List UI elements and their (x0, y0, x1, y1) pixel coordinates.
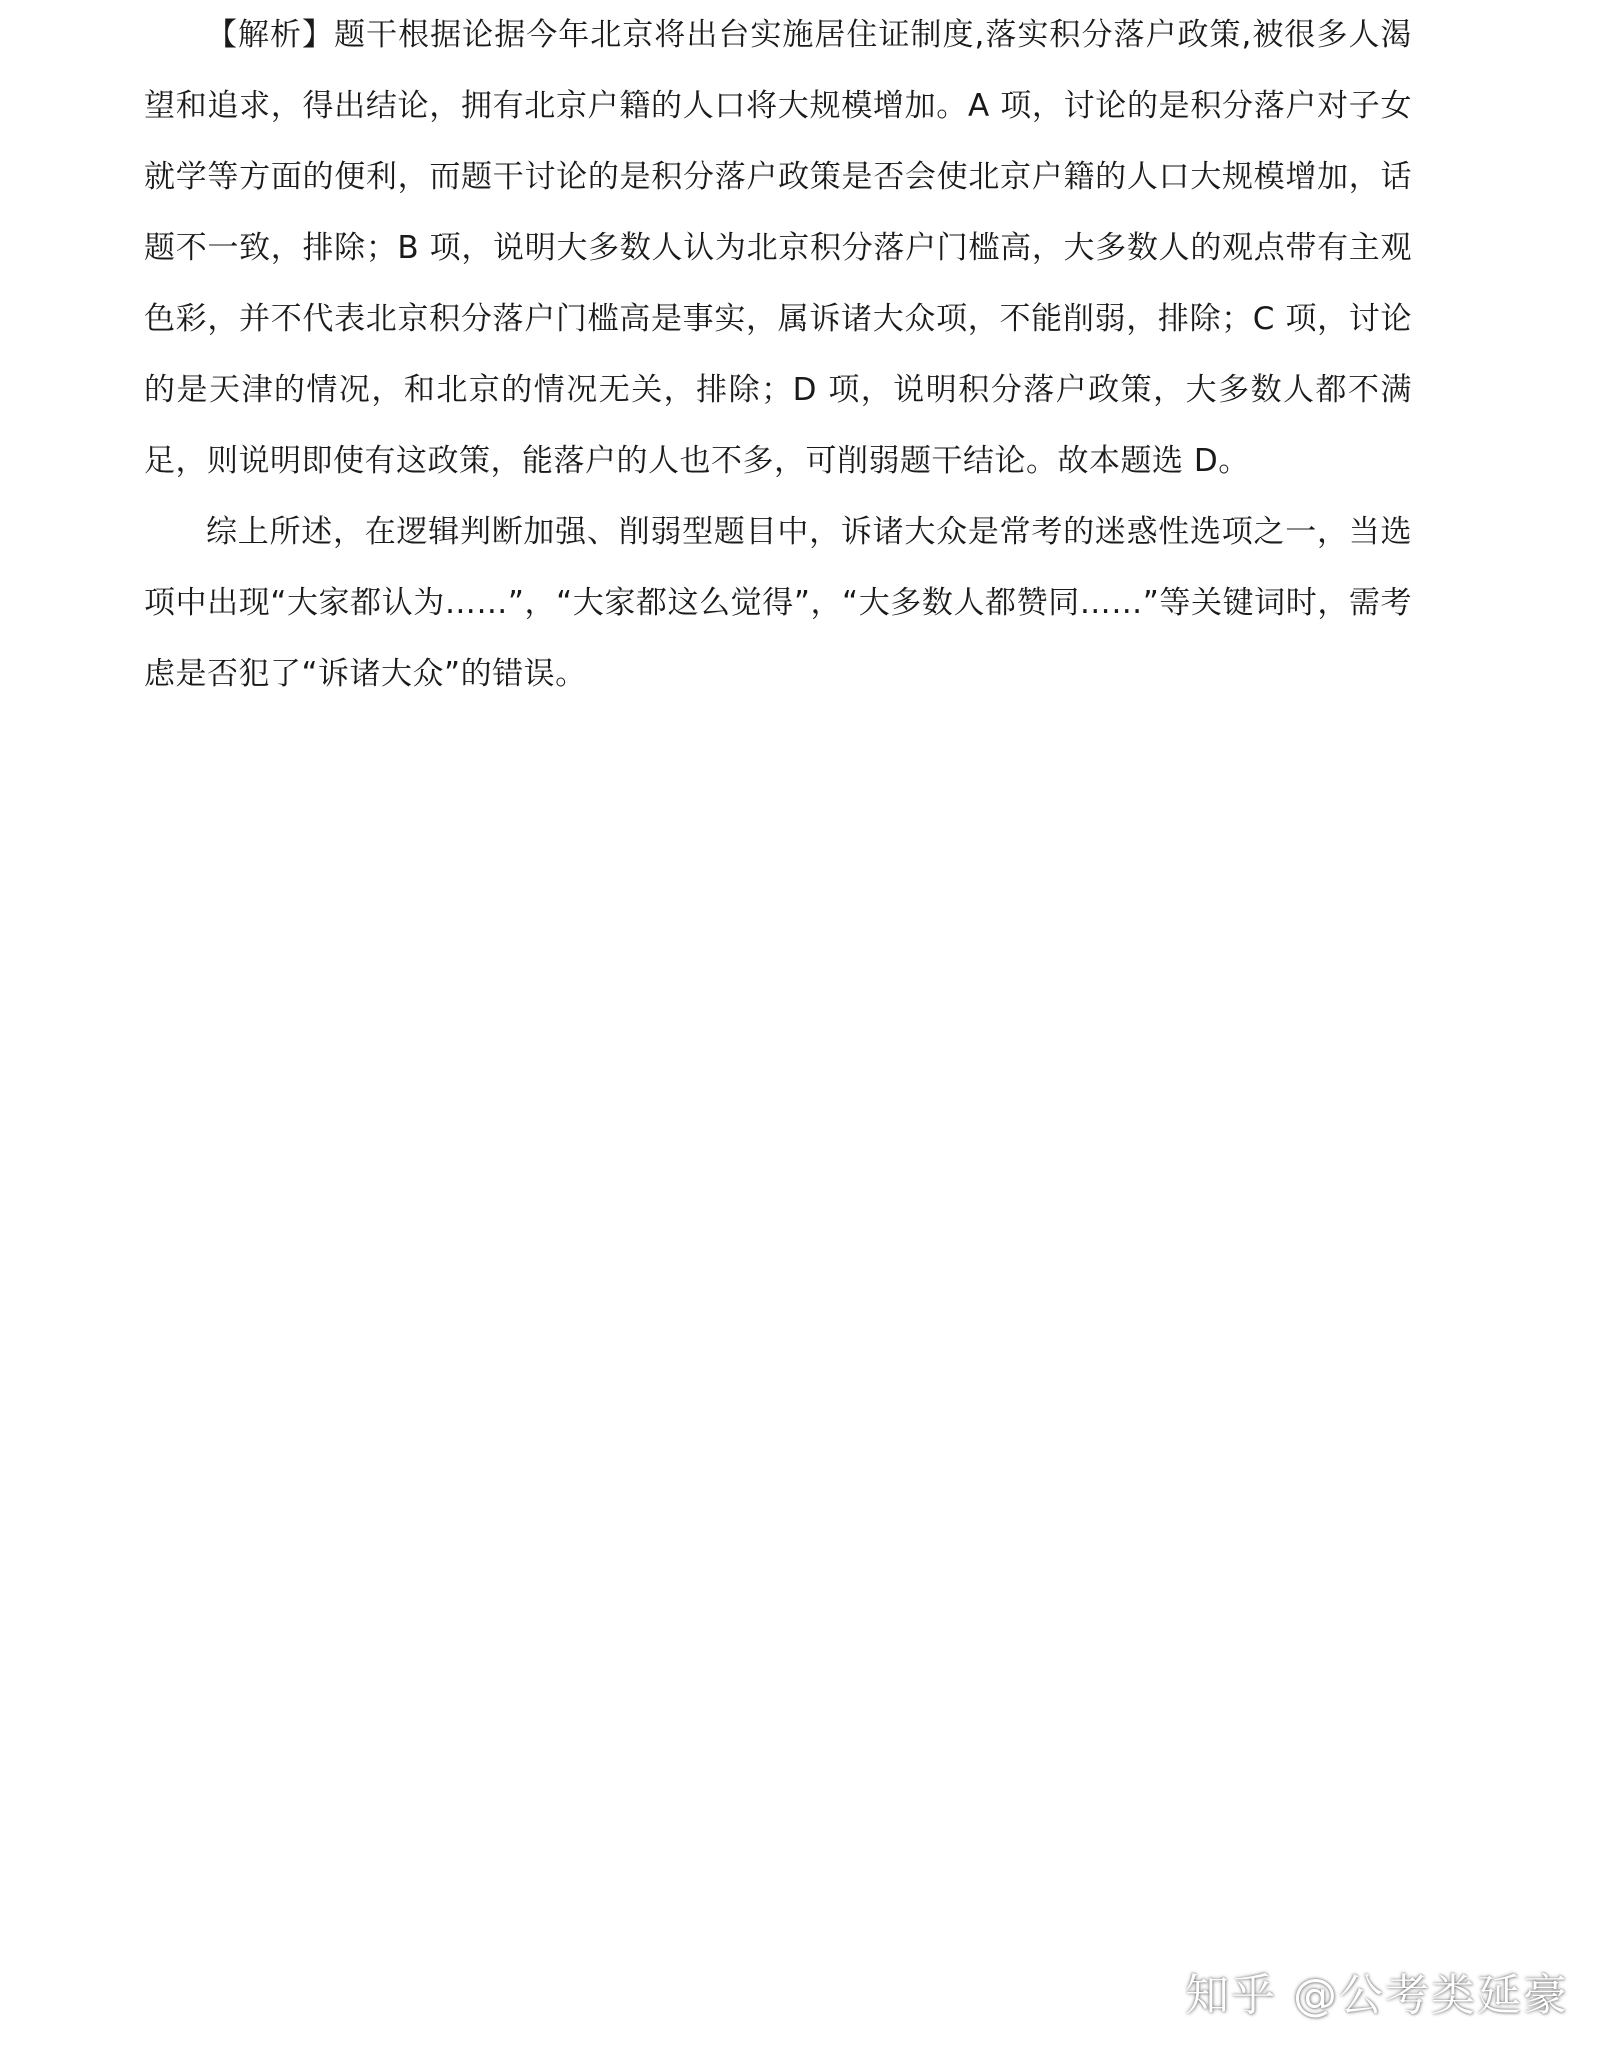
analysis-paragraph (144, 0, 1412, 497)
zhihu-watermark: 知乎 @公考类延豪 (1185, 1970, 1569, 2021)
summary-paragraph (144, 497, 1412, 710)
summary-text: 综上所述，在逻辑判断加强、削弱型题目中，诉诸大众是常考的迷惑性选项之一，当选项中出现“大家都认为……”，“大家都这么觉得”，“大多数人都赞同……”等关键词时，需考虑是否犯了“诉诸大众”的错误。 (144, 514, 1412, 692)
analysis-text: 题干根据论据今年北京将出台实施居住证制度,落实积分落户政策,被很多人渴望和追求，得出结论，拥有北京户籍的人口将大规模增加。A 项，讨论的是积分落户对子女就学等方面的便利，而题干讨论的是积分落户政策是否会使北京户籍的人口大规模增加，话题不一致，排除；B 项，说明大多数人认为北京积分落户门槛高，大多数人的观点带有主观色彩，并不代表北京积分落户门槛高是事实，属诉诸大众项，不能削弱，排除；C 项，讨论的是天津的情况，和北京的情况无关，排除；D 项，说明积分落户政策，大多数人都不满足，则说明即使有这政策，能落户的人也不多，可削弱题干结论。故本题选 D。 (144, 17, 1412, 479)
analysis-label: 【解析】 (206, 17, 335, 53)
document-body (144, 0, 1412, 710)
